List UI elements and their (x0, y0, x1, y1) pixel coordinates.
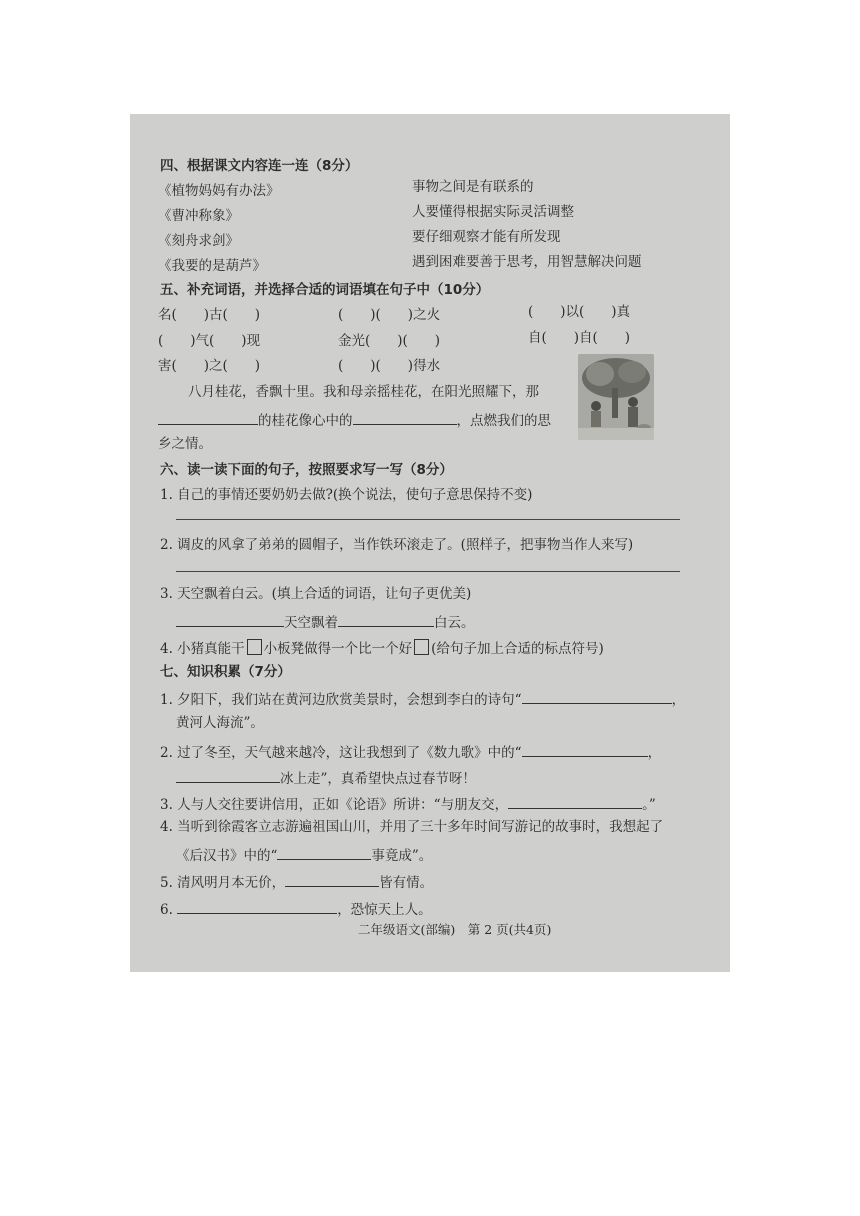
match-left-2: 《曹冲称象》 (158, 208, 239, 224)
punctuation-box[interactable] (247, 639, 262, 655)
answer-line[interactable] (176, 571, 680, 572)
paragraph-line-2: 的桂花像心中的 ，点燃我们的思 (158, 412, 551, 429)
idiom-1-2[interactable]: ( )( )之火 (338, 307, 441, 323)
s7-question-2-cont: 冰上走”，真希望快点过春节呀！ (176, 770, 476, 787)
fill-blank[interactable] (522, 744, 648, 757)
idiom-3-1[interactable]: 害( )之( ) (158, 358, 261, 374)
match-right-2: 人要懂得根据实际灵活调整 (412, 204, 574, 220)
match-right-3: 要仔细观察才能有所发现 (412, 229, 561, 245)
match-left-1: 《植物妈妈有办法》 (158, 183, 280, 199)
s7-question-3: 3. 人与人交往要讲信用，正如《论语》所讲：“与朋友交， 。” (160, 797, 656, 813)
fill-blank[interactable] (508, 796, 642, 809)
answer-line[interactable] (176, 519, 680, 520)
paragraph-line-1: 八月桂花，香飘十里。我和母亲摇桂花，在阳光照耀下，那 (188, 384, 539, 400)
idiom-2-1[interactable]: ( )气( )现 (158, 333, 261, 349)
section-4-title: 四、根据课文内容连一连（8分） (160, 158, 359, 174)
fill-blank[interactable] (353, 412, 457, 425)
match-right-1: 事物之间是有联系的 (412, 179, 534, 195)
section-6-title: 六、读一读下面的句子，按照要求写一写（8分） (160, 462, 453, 478)
s7-question-4: 4. 当听到徐霞客立志游遍祖国山川，并用了三十多年时间写游记的故事时，我想起了 (160, 819, 664, 835)
idiom-1-1[interactable]: 名( )古( ) (158, 307, 261, 323)
idiom-1-3[interactable]: ( )以( )真 (528, 304, 631, 320)
fill-blank[interactable] (285, 874, 379, 887)
s6-question-4: 4. 小猪真能干 小板凳做得一个比一个好 (给句子加上合适的标点符号) (160, 641, 604, 657)
s7-question-4-cont: 《后汉书》中的“ 事竟成”。 (176, 848, 433, 864)
s6-question-3: 3. 天空飘着白云。(填上合适的词语，让句子更优美) (160, 586, 472, 602)
section-7-title: 七、知识积累（7分） (160, 664, 291, 680)
s6-question-2: 2. 调皮的风拿了弟弟的圆帽子，当作铁环滚走了。(照样子，把事物当作人来写) (160, 537, 634, 553)
idiom-3-2[interactable]: ( )( )得水 (338, 358, 441, 374)
fill-blank[interactable] (158, 412, 258, 425)
fill-blank[interactable] (176, 770, 280, 783)
match-left-4: 《我要的是葫芦》 (158, 258, 266, 274)
match-left-3: 《刻舟求剑》 (158, 233, 239, 249)
fill-blank[interactable] (176, 614, 284, 627)
s6-question-1: 1. 自己的事情还要奶奶去做?(换个说法，使句子意思保持不变) (160, 487, 533, 503)
punctuation-box[interactable] (414, 639, 429, 655)
fill-blank[interactable] (277, 847, 371, 860)
s7-question-6: 6. ，恐惊天上人。 (160, 902, 432, 918)
s7-question-2: 2. 过了冬至，天气越来越冷，这让我想到了《数九歌》中的“ ， (160, 745, 662, 761)
s7-question-5: 5. 清风明月本无价， 皆有情。 (160, 875, 434, 891)
fill-blank[interactable] (177, 901, 337, 914)
page-footer: 二年级语文(部编) 第 2 页(共4页) (358, 922, 552, 937)
illustration-image (578, 354, 654, 440)
paragraph-line-3: 乡之情。 (158, 436, 212, 452)
idiom-2-2[interactable]: 金光( )( ) (338, 333, 441, 349)
fill-blank[interactable] (522, 691, 672, 704)
idiom-2-3[interactable]: 自( )自( ) (528, 330, 631, 346)
fill-blank[interactable] (338, 614, 434, 627)
s7-question-1-cont: 黄河人海流”。 (176, 715, 264, 731)
s6-question-3-fill: 天空飘着 白云。 (176, 614, 475, 631)
section-5-title: 五、补充词语，并选择合适的词语填在句子中（10分） (160, 282, 490, 298)
exam-page (130, 114, 730, 972)
s7-question-1: 1. 夕阳下，我们站在黄河边欣赏美景时，会想到李白的诗句“ ， (160, 692, 686, 708)
match-right-4: 遇到困难要善于思考，用智慧解决问题 (412, 254, 642, 270)
